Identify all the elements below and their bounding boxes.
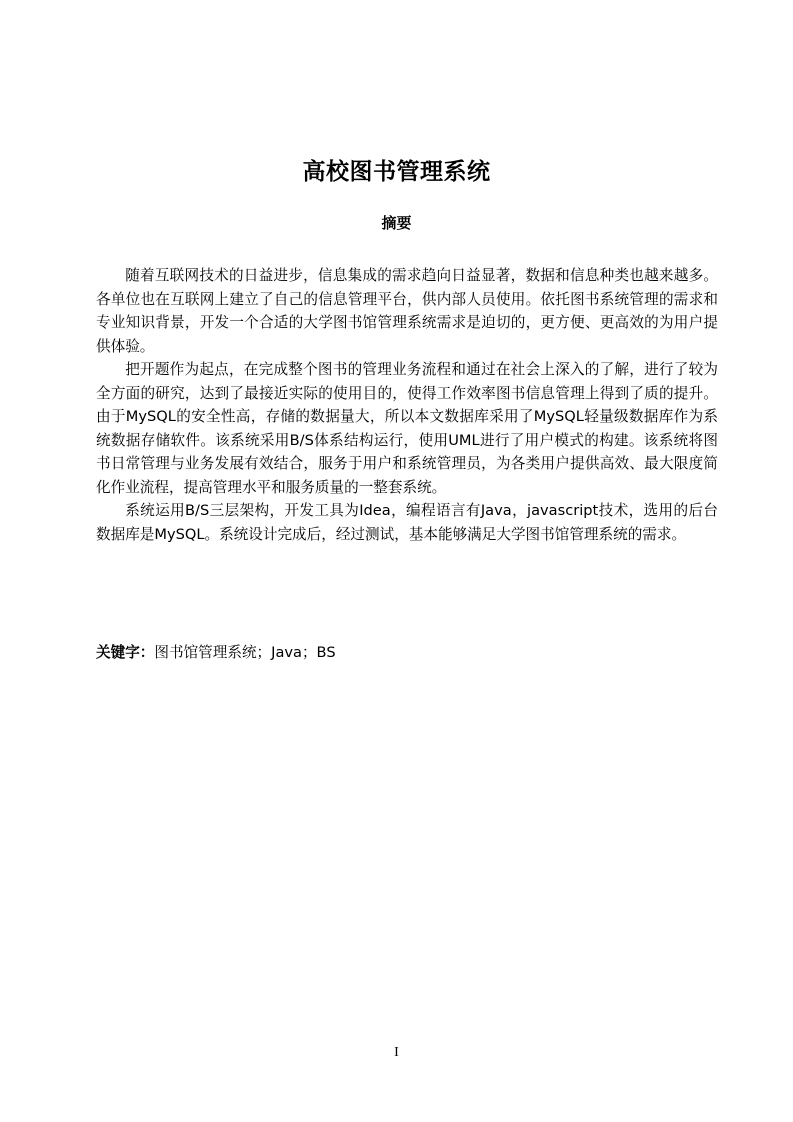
keywords-label: 关键字： [96, 644, 155, 661]
abstract-paragraph-2: 把开题作为起点，在完成整个图书的管理业务流程和通过在社会上深入的了解，进行了较为全方面的研究，达到了最接近实际的使用目的，使得工作效率图书信息管理上得到了质的提升。由于MySQL的安全性高，存储的数据量大，所以本文数据库采用了MySQL轻量级数据库作为系统数据存储软件。该系统采用B/S体系结构运行，使用UML进行了用户模式的构建。该系统将图书日常管理与业务发展有效结合，服务于用户和系统管理员，为各类用户提供高效、最大限度简化作业流程，提高管理水平和服务质量的一整套系统。 [96, 361, 718, 496]
abstract-body [96, 264, 718, 546]
abstract-heading: 摘要 [381, 214, 412, 232]
abstract-paragraph-1: 随着互联网技术的日益进步，信息集成的需求趋向日益显著，数据和信息种类也越来越多。各单位也在互联网上建立了自己的信息管理平台，供内部人员使用。依托图书系统管理的需求和专业知识背景，开发一个合适的大学图书馆管理系统需求是迫切的，更方便、更高效的为用户提供体验。 [96, 267, 718, 355]
keywords-line [96, 642, 718, 664]
abstract-paragraph-3: 系统运用B/S三层架构，开发工具为Idea，编程语言有Java，javascript技术，选用的后台数据库是MySQL。系统设计完成后，经过测试，基本能够满足大学图书馆管理系统的需求。 [96, 502, 718, 543]
keywords-value: 图书馆管理系统；Java；BS [154, 644, 336, 661]
document-title: 高校图书管理系统 [302, 159, 491, 185]
page-number: I [394, 1045, 399, 1060]
